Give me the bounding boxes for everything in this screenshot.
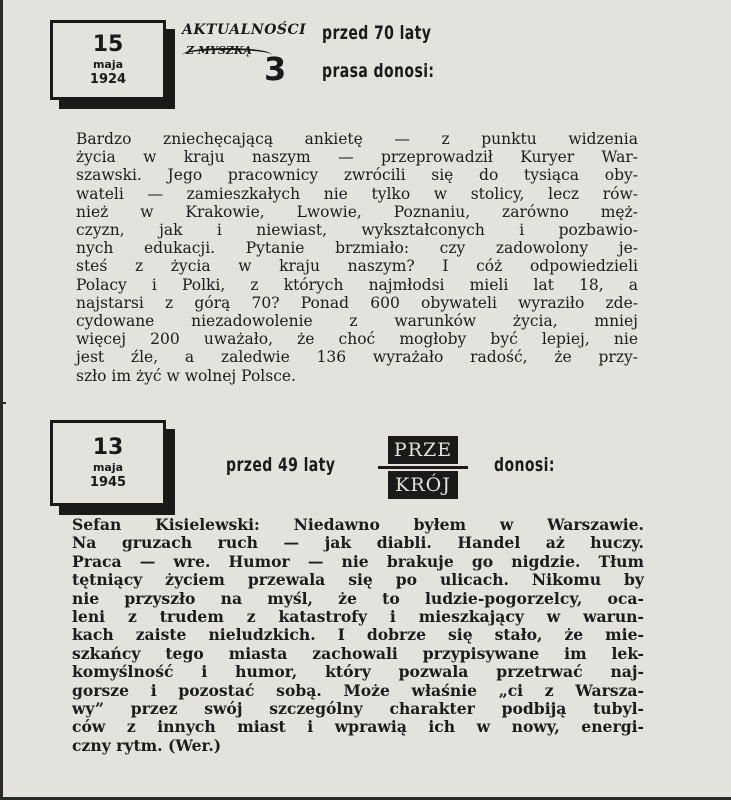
aktualnosci-logo [182, 20, 307, 90]
article-line: nych edukacji. Pytanie brzmiało: czy zadowolony je- [76, 239, 638, 258]
article-line: gorsze i pozostać sobą. Może właśnie „ci z Warsza- [72, 680, 644, 700]
przekroj-logo [378, 436, 468, 500]
article-line: wateli — zamieszkałych nie tylko w stolicy, lecz rów- [76, 184, 638, 203]
article-line: Na gruzach ruch — jak diabli. Handel aż huczy. [72, 533, 644, 553]
article-line: steś z życia w kraju naszym? I cóż odpowiedzieli [76, 257, 638, 276]
article-line: szawski. Jego pracownicy zwrócili się do tysiąca oby- [76, 166, 638, 185]
article-line: Praca — wre. Humor — nie brakuje go nigdzie. Tłum [72, 551, 644, 571]
article-line: więcej 200 uważało, że choć mogłoby być lepiej, nie [76, 330, 638, 349]
article-line: najstarsi z górą 70? Ponad 600 obywateli wyraziło zde- [76, 293, 638, 312]
article-line: nie przyszło na myśl, że to ludzie-pogorzelcy, oca- [72, 588, 644, 608]
article-line: Polacy i Polki, z których najmłodsi mieli lat 18, a [76, 275, 638, 294]
article-line: wy” przez swój szczególny charakter podbiją tubyl- [72, 699, 644, 719]
date-year: 1924 [89, 72, 127, 87]
article-line: tętniący życiem przewala się po ulicach. Nikomu by [72, 570, 644, 590]
article-line: leni z trudem z katastrofy i mieszkający w warun- [72, 607, 644, 627]
article-line: nież w Krakowie, Lwowie, Poznaniu, zarówno męż- [76, 202, 638, 221]
article-line: ców z innych miast i wprawią ich w nowy, energi- [72, 717, 644, 737]
logo-bottom: KRÓJ [388, 471, 458, 499]
logo-mark: 3 [264, 50, 287, 88]
article-line: komyślność i humor, który pozwala przetrwać naj- [72, 662, 644, 682]
heading-reports: donosi: [494, 454, 555, 476]
article-line: czny rytm. (Wer.) [72, 735, 222, 755]
date-box-1945 [50, 420, 166, 506]
article-line: szło im żyć w wolnej Polsce. [76, 366, 296, 385]
logo-line-1: AKTUALNOŚCI [182, 22, 307, 38]
date-month: maja [92, 58, 124, 72]
heading-press-reports: prasa donosi: [322, 60, 435, 82]
left-border-break [0, 402, 6, 404]
logo-line-2: Z MYSZKĄ [186, 44, 252, 57]
article-line: jest źle, a zaledwie 136 wyrażało radość, że przy- [76, 348, 638, 367]
date-day: 15 [92, 32, 124, 58]
article-line: szkańcy tego miasta zachowali przypisywane im lek- [72, 643, 644, 663]
logo-divider [378, 466, 468, 469]
article-line: życia w kraju naszym — przeprowadził Kuryer War- [76, 148, 638, 167]
date-month: maja [92, 461, 124, 475]
article-text-1945 [72, 516, 644, 755]
left-border-rule [0, 0, 3, 800]
heading-years-ago: przed 70 laty [322, 22, 432, 44]
date-day: 13 [92, 435, 124, 461]
date-box-1924 [50, 20, 166, 100]
article-line: Sefan Kisielewski: Niedawno byłem w Warszawie. [72, 515, 644, 534]
date-year: 1945 [89, 475, 127, 490]
logo-top: PRZE [388, 436, 458, 464]
article-line: kach zaiste nieludzkich. I dobrze się stało, że mie- [72, 625, 644, 645]
article-text-1924 [76, 130, 638, 385]
article-line: Bardzo zniechęcającą ankietę — z punktu widzenia [76, 130, 638, 148]
article-line: czyzn, jak i niewiast, wykształconych i pozbawio- [76, 221, 638, 240]
heading-years-ago: przed 49 laty [226, 454, 336, 476]
article-line: cydowane niezadowolenie z warunków życia, mniej [76, 312, 638, 331]
